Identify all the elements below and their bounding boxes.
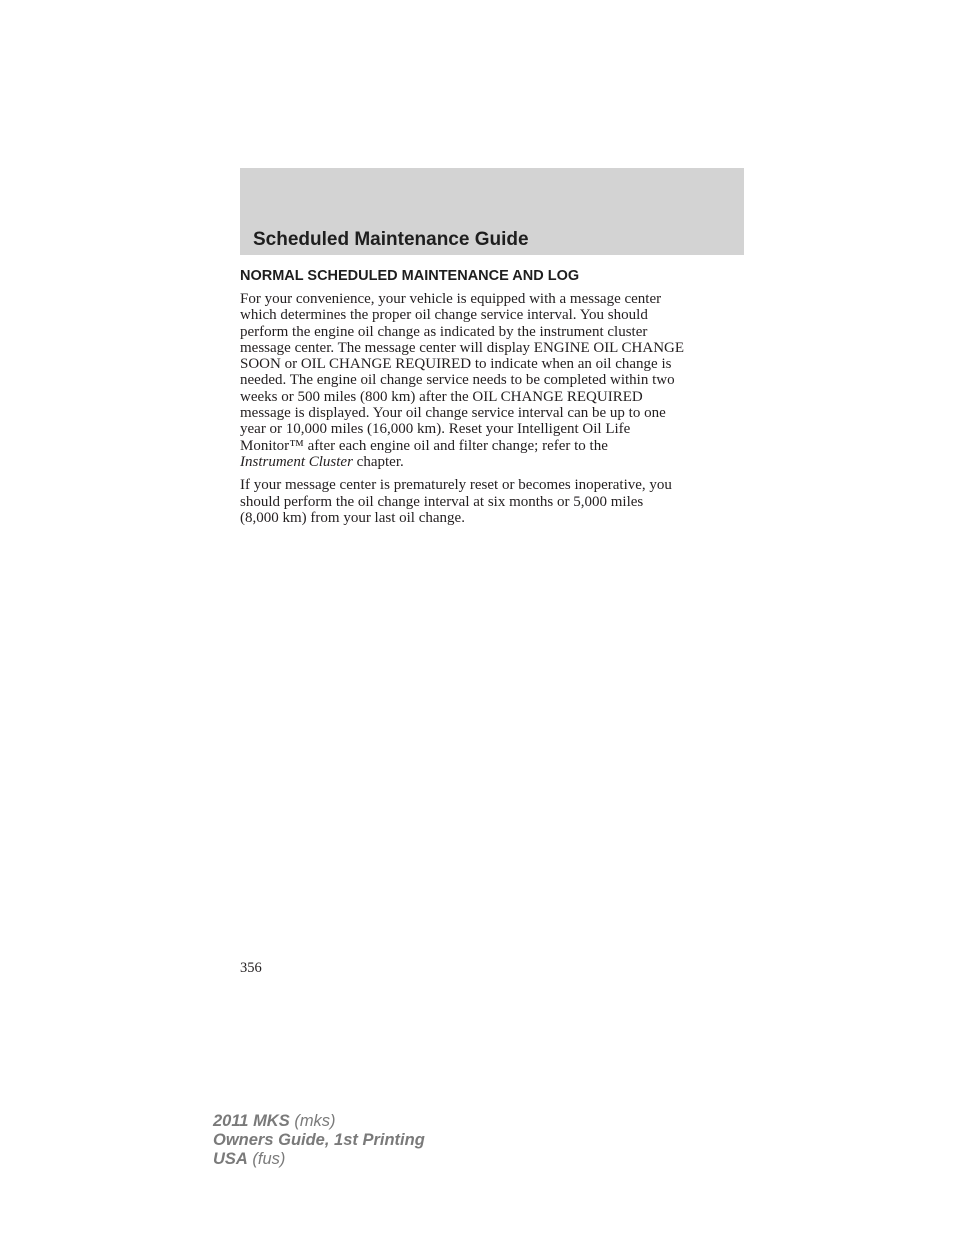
text-line: which determines the proper oil change service interval. You should xyxy=(240,307,648,324)
text-line: message is displayed. Your oil change service interval can be up to one xyxy=(240,405,666,422)
chapter-header-band xyxy=(240,168,744,255)
footer-line-model xyxy=(213,1112,425,1131)
page-number: 356 xyxy=(240,960,262,976)
text-line: should perform the oil change interval at six months or 5,000 miles xyxy=(240,493,644,510)
footer-model-code: (mks) xyxy=(289,1112,336,1130)
footer-market-code: (fus) xyxy=(247,1150,286,1168)
text-line: Monitor™ after each engine oil and filter change; refer to the xyxy=(240,437,608,454)
footer-line-edition xyxy=(213,1131,425,1150)
text-line: perform the engine oil change as indicated by the instrument cluster xyxy=(240,323,648,340)
footer-line-market xyxy=(213,1150,425,1169)
paragraph-inoperative-message-center xyxy=(240,477,744,526)
text-line: If your message center is prematurely reset or becomes inoperative, you xyxy=(240,477,672,494)
section-heading: NORMAL SCHEDULED MAINTENANCE AND LOG xyxy=(240,268,580,284)
main-content xyxy=(240,267,744,533)
chapter-reference-suffix: chapter. xyxy=(352,453,404,470)
text-line: (8,000 km) from your last oil change. xyxy=(240,509,465,526)
paragraph-oil-change-interval xyxy=(240,291,744,470)
document-footer xyxy=(213,1112,425,1169)
footer-market: USA xyxy=(213,1150,248,1168)
chapter-reference: Instrument Cluster xyxy=(240,453,353,470)
chapter-title: Scheduled Maintenance Guide xyxy=(253,229,529,250)
text-line: SOON or OIL CHANGE REQUIRED to indicate when an oil change is xyxy=(240,356,672,373)
footer-model: 2011 MKS xyxy=(213,1112,290,1130)
text-line: year or 10,000 miles (16,000 km). Reset your Intelligent Oil Life xyxy=(240,421,631,438)
footer-edition: Owners Guide, 1st Printing xyxy=(213,1131,425,1149)
text-line-last xyxy=(240,454,744,470)
text-line: For your convenience, your vehicle is equipped with a message center xyxy=(240,291,662,307)
text-line: message center. The message center will display ENGINE OIL CHANGE xyxy=(240,339,685,356)
text-line: weeks or 500 miles (800 km) after the OIL CHANGE REQUIRED xyxy=(240,388,643,405)
text-line: needed. The engine oil change service needs to be completed within two xyxy=(240,372,675,389)
